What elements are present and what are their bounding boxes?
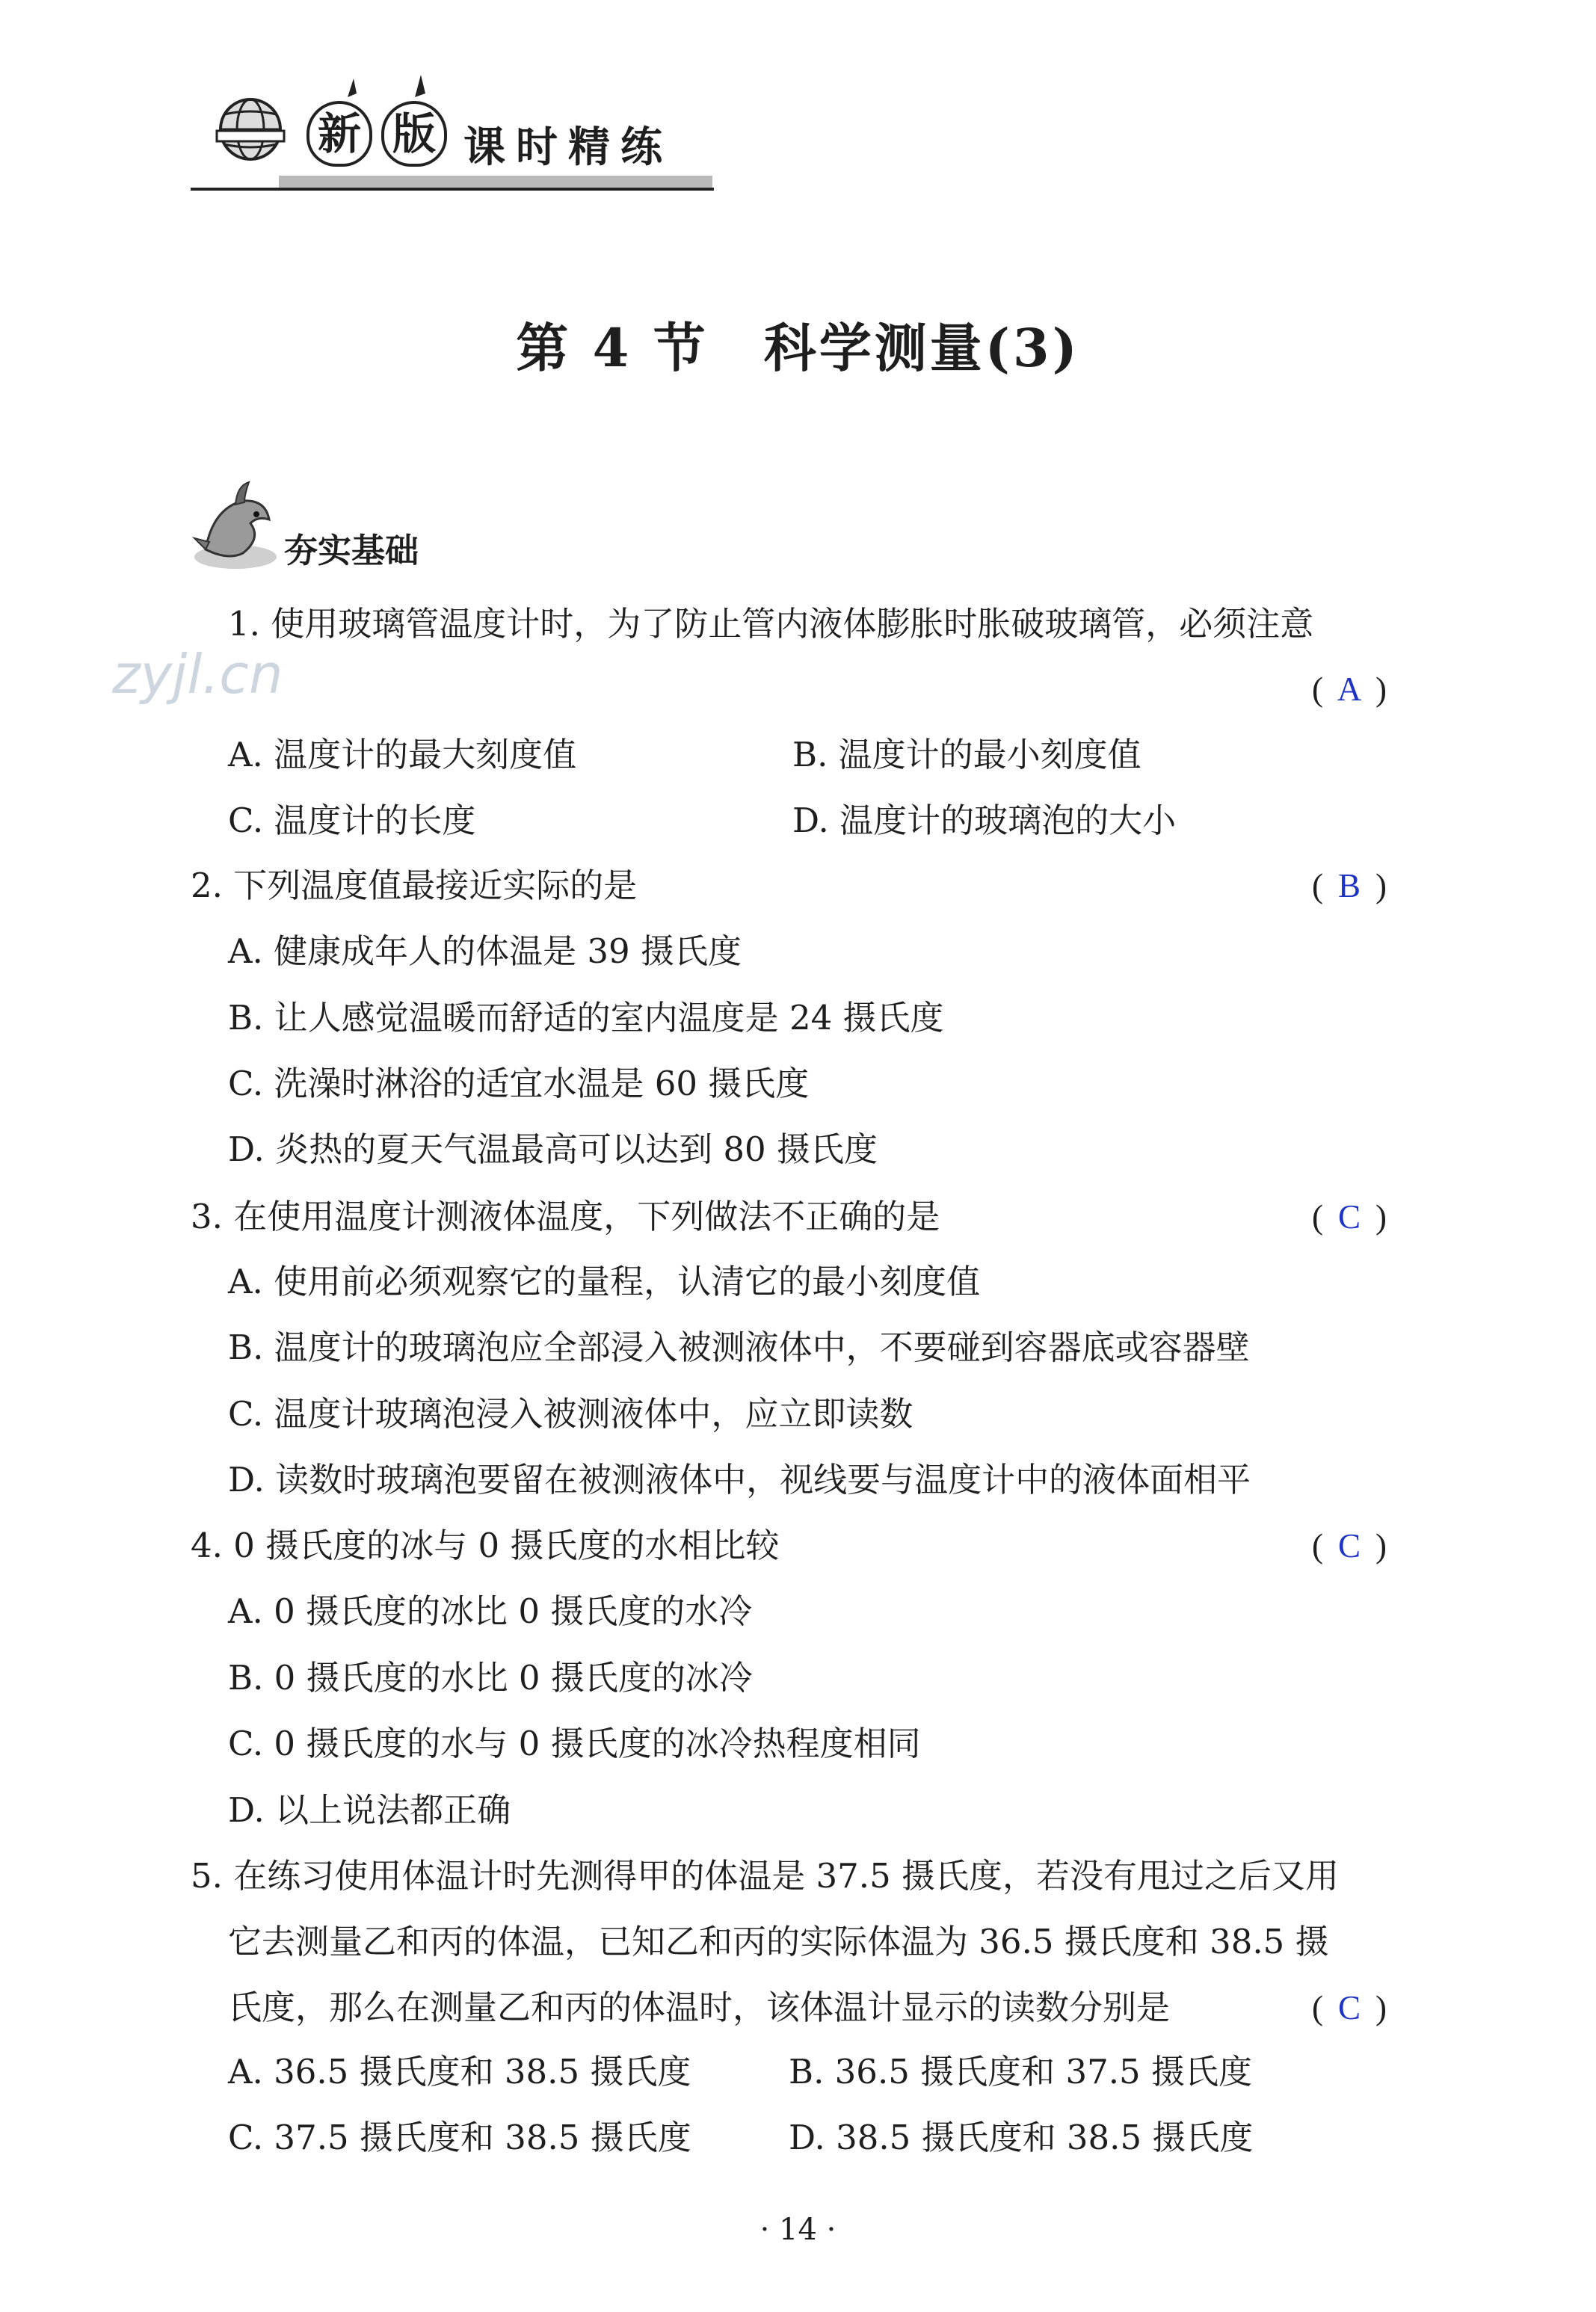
question-3-option-d: D. 读数时玻璃泡要留在被测液体中，视线要与温度计中的液体面相平 [228,1460,1251,1499]
question-5-stem-line-2: 它去测量乙和丙的体温，已知乙和丙的实际体温为 36.5 摄氏度和 38.5 摄 [228,1922,1329,1961]
question-1-option-c: C. 温度计的长度 [228,801,476,840]
question-2-option-b: B. 让人感觉温暖而舒适的室内温度是 24 摄氏度 [228,998,944,1038]
answer-letter: A [1337,671,1362,708]
dolphin-icon [191,478,280,576]
header-badge-edition: 版 [381,101,447,167]
question-3-option-c: C. 温度计玻璃泡浸入被测液体中，应立即读数 [228,1394,913,1434]
book-header [183,56,714,191]
question-2-option-c: C. 洗澡时淋浴的适宜水温是 60 摄氏度 [228,1064,810,1103]
header-rule [191,188,714,191]
sparkle-decoration-icon [333,64,437,101]
section-header [191,478,505,583]
question-3-option-a: A. 使用前必须观察它的量程，认清它的最小刻度值 [228,1262,981,1301]
question-1-option-b: B. 温度计的最小刻度值 [792,735,1141,774]
question-5-option-a: A. 36.5 摄氏度和 38.5 摄氏度 [228,2052,691,2091]
page-title: 第 4 节 科学测量(3) [516,317,1080,379]
question-4-option-b: B. 0 摄氏度的水比 0 摄氏度的冰冷 [228,1658,753,1698]
question-4-answer: ( C ) [1312,1523,1387,1568]
question-3-answer: ( C ) [1312,1194,1387,1239]
answer-letter: C [1337,1989,1361,2026]
question-5-option-d: D. 38.5 摄氏度和 38.5 摄氏度 [789,2118,1254,2157]
question-5-answer: ( C ) [1312,1985,1387,2030]
question-4-option-a: A. 0 摄氏度的冰比 0 摄氏度的水冷 [228,1591,753,1631]
question-2-option-a: A. 健康成年人的体温是 39 摄氏度 [228,931,742,971]
page-number: · 14 · [760,2213,836,2247]
question-1-option-a: A. 温度计的最大刻度值 [228,735,577,774]
watermark: zyjl.cn [112,643,283,706]
question-4-option-c: C. 0 摄氏度的水与 0 摄氏度的冰冷热程度相同 [228,1724,921,1763]
header-badge-new: 新 [306,101,372,167]
question-2-answer: ( B ) [1312,863,1387,908]
question-3-option-b: B. 温度计的玻璃泡应全部浸入被测液体中，不要碰到容器底或容器壁 [228,1328,1250,1367]
question-2-option-d: D. 炎热的夏天气温最高可以达到 80 摄氏度 [228,1129,878,1169]
header-subtitle: 课时精练 [463,123,673,172]
question-4-option-d: D. 以上说法都正确 [228,1790,511,1830]
question-2-stem: 2. 下列温度值最接近实际的是 [191,866,638,905]
answer-letter: C [1337,1527,1361,1565]
answer-letter: B [1337,867,1361,904]
question-4-stem: 4. 0 摄氏度的冰与 0 摄氏度的水相比较 [191,1526,780,1565]
question-1-answer: ( A ) [1312,667,1387,712]
answer-letter: C [1337,1198,1361,1236]
question-5-option-b: B. 36.5 摄氏度和 37.5 摄氏度 [789,2052,1252,2091]
question-1-stem: 1. 使用玻璃管温度计时，为了防止管内液体膨胀时胀破玻璃管，必须注意 [228,604,1314,644]
question-3-stem: 3. 在使用温度计测液体温度，下列做法不正确的是 [191,1197,940,1236]
question-1-option-d: D. 温度计的玻璃泡的大小 [792,801,1177,840]
globe-icon [213,86,288,168]
question-5-stem-line-1: 5. 在练习使用体温计时先测得甲的体温是 37.5 摄氏度，若没有甩过之后又用 [191,1856,1340,1896]
section-label: 夯实基础 [284,531,419,570]
question-5-stem-line-3: 氏度，那么在测量乙和丙的体温时，该体温计显示的读数分别是 [228,1988,1171,2027]
question-5-option-c: C. 37.5 摄氏度和 38.5 摄氏度 [228,2118,691,2157]
